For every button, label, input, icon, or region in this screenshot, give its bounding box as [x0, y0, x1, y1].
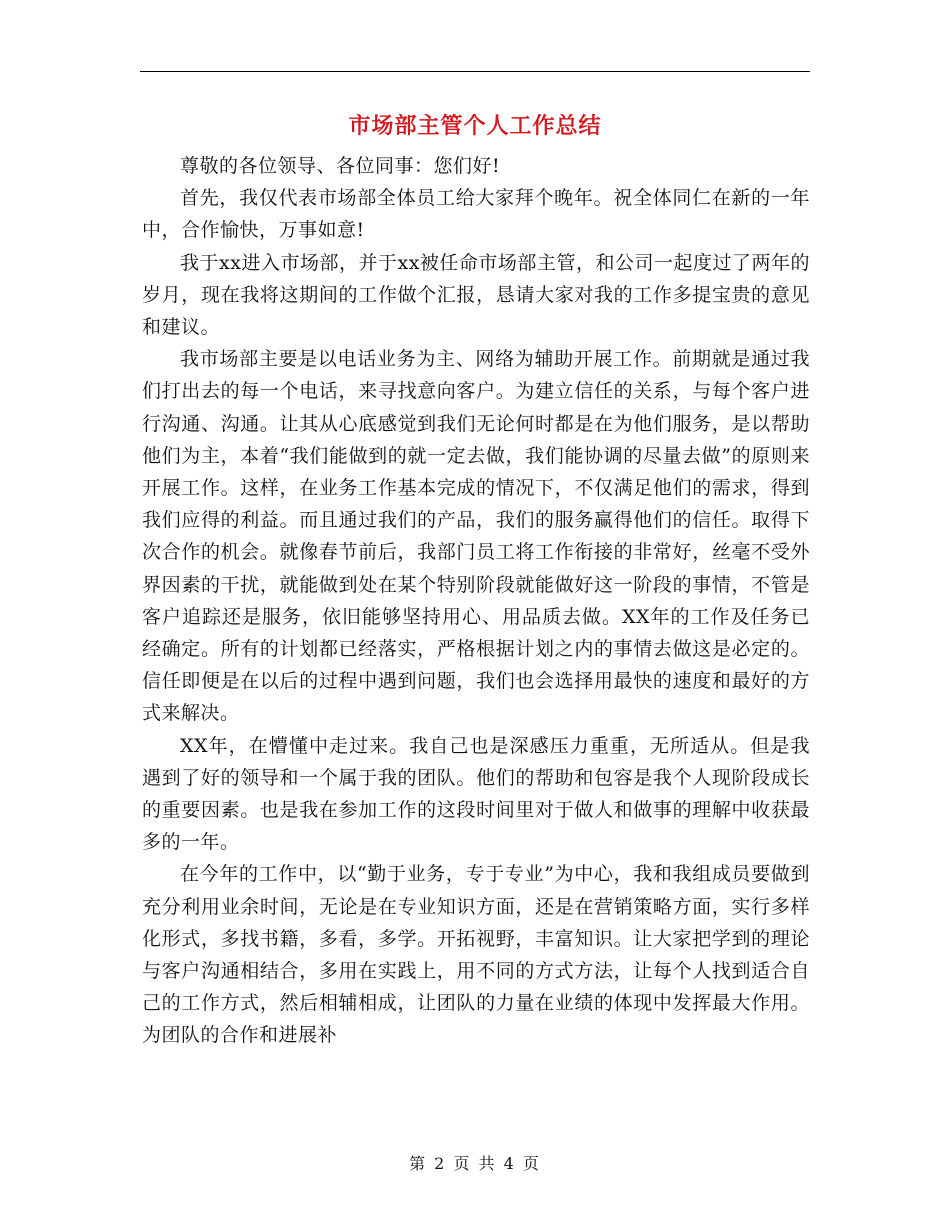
- document-title: 市场部主管个人工作总结: [348, 113, 602, 139]
- paragraph-new-year-wishes: 首先，我仅代表市场部全体员工给大家拜个晚年。祝全体同仁在新的一年中，合作愉快，万事如意!: [142, 187, 810, 242]
- paragraph-greeting: 尊敬的各位领导、各位同事：您们好!: [180, 155, 501, 177]
- paragraph-year-review: XX年，在懵懂中走过来。我自己也是深感压力重重，无所适从。但是我遇到了好的领导和一个属于我的团队。他们的帮助和包容是我个人现阶段成长的重要因素。也是我在参加工作的这段时间里对于做人和做事的理解中收获最多的一年。: [142, 734, 810, 854]
- header-rule: [140, 71, 810, 72]
- page-number-footer: 第 2 页 共 4 页: [409, 1154, 541, 1173]
- paragraph-this-year-plan: 在今年的工作中，以“勤于业务，专于专业”为中心，我和我组成员要做到充分利用业余时间，无论是在专业知识方面，还是在营销策略方面，实行多样化形式，多找书籍，多看，多学。开拓视野，丰富知识。让大家把学到的理论与客户沟通相结合，多用在实践上，用不同的方式方法，让每个人找到适合自己的工作方式，然后相辅相成，让团队的力量在业绩的体现中发挥最大作用。为团队的合作和进展补: [142, 863, 810, 1047]
- paragraph-introduction: 我于xx进入市场部，并于xx被任命市场部主管，和公司一起度过了两年的岁月，现在我将这期间的工作做个汇报，恳请大家对我的工作多提宝贵的意见和建议。: [142, 251, 810, 339]
- paragraph-department-work: 我市场部主要是以电话业务为主、网络为辅助开展工作。前期就是通过我们打出去的每一个电话，来寻找意向客户。为建立信任的关系，与每个客户进行沟通、沟通。让其从心底感觉到我们无论何时都是在为他们服务，是以帮助他们为主，本着“我们能做到的就一定去做，我们能协调的尽量去做”的原则来开展工作。这样，在业务工作基本完成的情况下，不仅满足他们的需求，得到我们应得的利益。而且通过我们的产品，我们的服务赢得他们的信任。取得下次合作的机会。就像春节前后，我部门员工将工作衔接的非常好，丝毫不受外界因素的干扰，就能做到处在某个特别阶段就能做好这一阶段的事情，不管是客户追踪还是服务，依旧能够坚持用心、用品质去做。XX年的工作及任务已经确定。所有的计划都已经落实，严格根据计划之内的事情去做这是必定的。信任即便是在以后的过程中遇到问题，我们也会选择用最快的速度和最好的方式来解决。: [142, 348, 810, 725]
- document-body: [142, 150, 810, 1052]
